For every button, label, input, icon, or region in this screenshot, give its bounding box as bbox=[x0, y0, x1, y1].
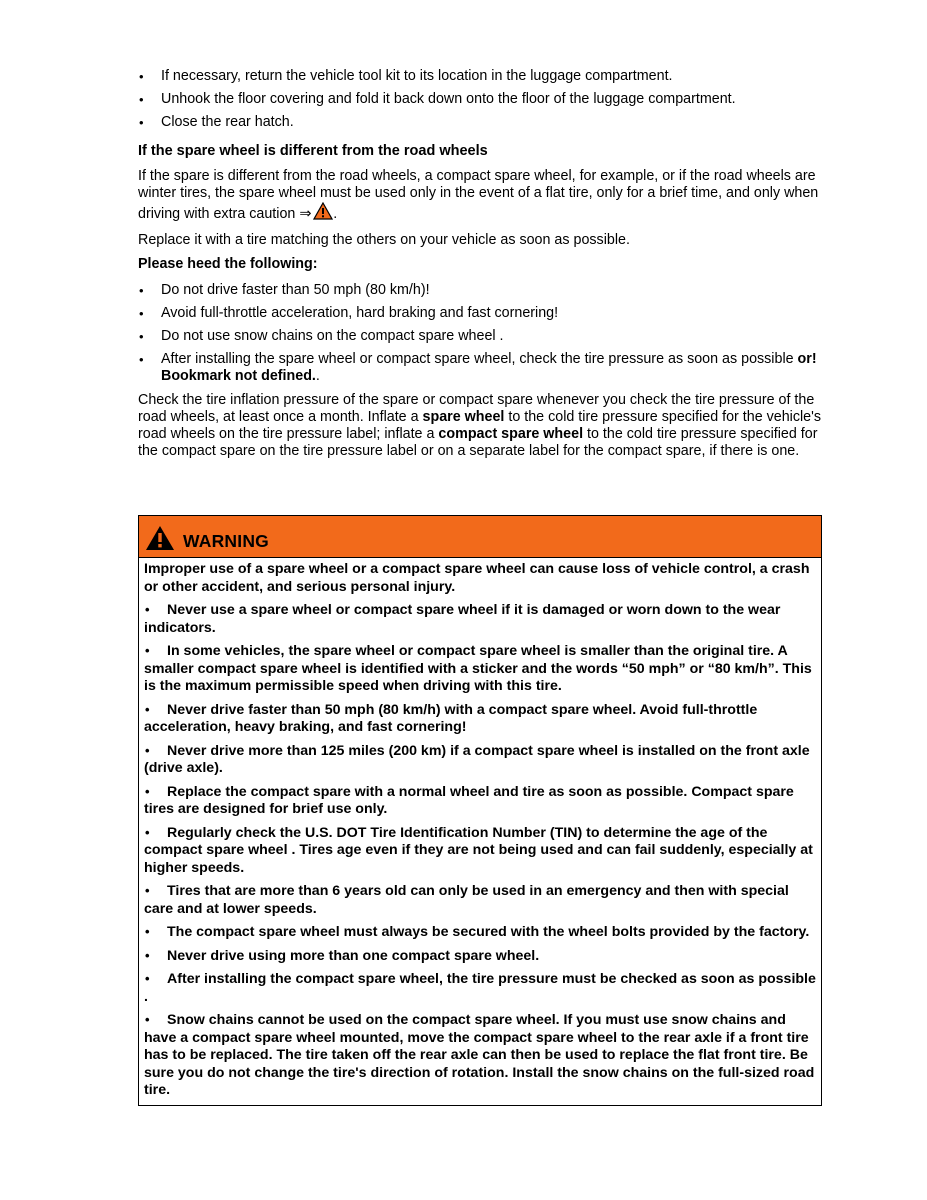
inflation-text-2: to the cold tire pressure specified for the vehicle's road wheels on the tire pressure label; inflate a bbox=[138, 409, 822, 442]
inflation-text-3: to the cold tire pressure specified for the compact spare on the tire pressure label or on a separate label for the compact spare, if there is one. bbox=[138, 426, 818, 459]
warning-item: • Snow chains cannot be used on the compact spare wheel. If you must use snow chains and have a compact spare wheel mounted, move the compact spare wheel to the rear axle if a front tire has to be replaced. The tire taken off the rear axle can then be used to replace the flat front tire. Be sure you do not change the tire's direction of rotation. Install the snow chains on the full-sized road tire. bbox=[144, 1012, 815, 1098]
list-item: • Avoid full-throttle acceleration, hard braking and fast cornering! bbox=[138, 305, 824, 322]
bookmark-error: or! Bookmark not defined. bbox=[161, 351, 817, 384]
warning-item: • Never use a spare wheel or compact spare wheel if it is damaged or worn down to the wear indicators. bbox=[144, 602, 781, 636]
warning-item: • Regularly check the U.S. DOT Tire Identification Number (TIN) to determine the age of the compact spare wheel . Tires age even if they are not being used and can fail suddenly, especially at higher speeds. bbox=[144, 824, 813, 876]
bullet-dot: • bbox=[139, 352, 144, 367]
warning-item-text: Tires that are more than 6 years old can only be used in an emergency and then with special care and at lower speeds. bbox=[144, 883, 789, 917]
warning-item: • Tires that are more than 6 years old can only be used in an emergency and then with special care and at lower speeds. bbox=[144, 883, 789, 917]
heed-bullet-list bbox=[138, 282, 824, 345]
replace-paragraph: Replace it with a tire matching the others on your vehicle as soon as possible. bbox=[138, 232, 630, 248]
warning-body bbox=[139, 558, 821, 1100]
intro-paragraph bbox=[138, 168, 824, 225]
warning-item-text: Replace the compact spare with a normal wheel and tire as soon as possible. Compact spare tires are designed for brief use only. bbox=[144, 783, 794, 817]
list-item: • Unhook the floor covering and fold it back down onto the floor of the luggage compartment. bbox=[138, 91, 824, 108]
warning-item-text: The compact spare wheel must always be secured with the wheel bolts provided by the factory. bbox=[167, 924, 810, 940]
warning-item: • Never drive using more than one compact spare wheel. bbox=[145, 947, 540, 964]
install-bullet-text: After installing the spare wheel or compact spare wheel, check the tire pressure as soon as possible bbox=[161, 351, 798, 367]
warning-lead: Improper use of a spare wheel or a compact spare wheel can cause loss of vehicle control, a crash or other accident, and serious personal injury. bbox=[144, 561, 810, 595]
page-content bbox=[138, 68, 824, 467]
warning-box bbox=[138, 515, 822, 1106]
warning-item-text: After installing the compact spare wheel, the tire pressure must be checked as soon as possible . bbox=[144, 971, 816, 1005]
inflation-bold-1: spare wheel bbox=[422, 409, 505, 425]
warning-item-text: Regularly check the U.S. DOT Tire Identification Number (TIN) to determine the age of the compact spare wheel . Tires age even if they are not being used and can fail suddenly, especially at higher speeds. bbox=[144, 824, 813, 876]
warning-item: • In some vehicles, the spare wheel or compact spare wheel is smaller than the original tire. A smaller compact spare wheel is identified with a sticker and the words “50 mph” or “80 km/h”. This is the maximum permissible speed when driving with this tire. bbox=[144, 643, 812, 694]
install-bullet-end: . bbox=[315, 368, 320, 384]
warning-item-text: Never drive using more than one compact spare wheel. bbox=[167, 947, 540, 964]
install-bullet bbox=[138, 351, 824, 385]
warning-item-text: Never use a spare wheel or compact spare wheel if it is damaged or worn down to the wear indicators. bbox=[144, 602, 781, 636]
intro-paragraph-end: . bbox=[333, 206, 338, 222]
warning-item: • The compact spare wheel must always be secured with the wheel bolts provided by the factory. bbox=[145, 924, 810, 940]
intro-paragraph-text: If the spare is different from the road wheels, a compact spare wheel, for example, or if the road wheels are winter tires, the spare wheel must be used only in the event of a flat tire, only for a brief time, and only when driving with extra caution ⇒ bbox=[138, 168, 819, 222]
list-item: • If necessary, return the vehicle tool kit to its location in the luggage compartment. bbox=[138, 68, 824, 85]
warning-item-text: Snow chains cannot be used on the compact spare wheel. If you must use snow chains and have a compact spare wheel mounted, move the compact spare wheel to the rear axle if a front tire has to be replaced. The tire taken off the rear axle can then be used to replace the flat front tire. Be sure you do not change the tire's direction of rotation. Install the snow chains on the full-sized road tire. bbox=[144, 1012, 815, 1098]
inflation-paragraph bbox=[138, 392, 824, 460]
warning-item-text: Never drive faster than 50 mph (80 km/h) with a compact spare wheel. Avoid full-throttle acceleration, heavy braking, and fast cornering! bbox=[144, 701, 758, 735]
inflation-bold-2: compact spare wheel bbox=[438, 426, 584, 442]
inflation-text-1: Check the tire inflation pressure of the spare or compact spare whenever you check the tire pressure of the road wheels, at least once a month. Inflate a bbox=[138, 392, 815, 425]
warning-item: • Never drive faster than 50 mph (80 km/h) with a compact spare wheel. Avoid full-throttle acceleration, heavy braking, and fast cornering! bbox=[144, 701, 758, 735]
section-heading: If the spare wheel is different from the road wheels bbox=[138, 143, 488, 159]
warning-title: WARNING bbox=[183, 531, 269, 551]
warning-triangle-icon bbox=[145, 525, 175, 555]
warning-item: • Replace the compact spare with a normal wheel and tire as soon as possible. Compact spare tires are designed for brief use only. bbox=[144, 783, 794, 817]
warning-item: • Never drive more than 125 miles (200 km) if a compact spare wheel is installed on the front axle (drive axle). bbox=[144, 742, 810, 776]
warning-triangle-icon[interactable] bbox=[313, 202, 333, 225]
list-item: • Do not drive faster than 50 mph (80 km/h)! bbox=[138, 282, 824, 299]
top-bullet-list bbox=[138, 68, 824, 131]
heed-heading: Please heed the following: bbox=[138, 256, 318, 272]
warning-header bbox=[139, 516, 821, 558]
warning-item: • After installing the compact spare wheel, the tire pressure must be checked as soon as possible . bbox=[144, 971, 816, 1005]
warning-item-text: Never drive more than 125 miles (200 km) if a compact spare wheel is installed on the front axle (drive axle). bbox=[144, 742, 810, 776]
list-item: • Do not use snow chains on the compact spare wheel . bbox=[138, 328, 824, 345]
list-item: • Close the rear hatch. bbox=[138, 114, 824, 131]
warning-item-text: In some vehicles, the spare wheel or compact spare wheel is smaller than the original tire. A smaller compact spare wheel is identified with a sticker and the words “50 mph” or “80 km/h”. This is the maximum permissible speed when driving with this tire. bbox=[144, 643, 812, 694]
